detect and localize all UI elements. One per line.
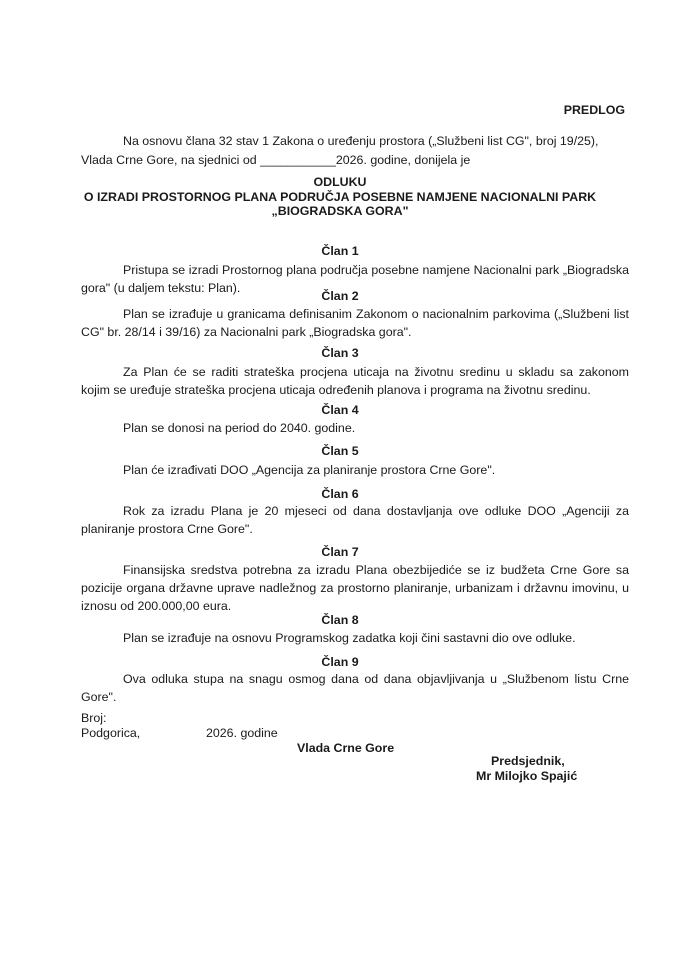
article-5-heading: Član 5	[321, 444, 359, 458]
signatory-role: Predsjednik,	[491, 754, 565, 768]
article-2-heading: Član 2	[321, 289, 359, 303]
article-4-text: Plan se donosi na period do 2040. godine.	[123, 421, 356, 435]
reference-number-label: Broj:	[81, 711, 107, 725]
title-line-3: „BIOGRADSKA GORA"	[271, 204, 409, 218]
article-8-heading: Član 8	[321, 613, 359, 627]
article-2-text: Plan se izrađuje u granicama definisanim Zakonom o nacionalnim parkovima („Službeni list CG" br. 28/14 i 39/16) za Nacionalni park „Biogradska gora".	[81, 307, 629, 339]
article-1-heading: Član 1	[321, 244, 359, 258]
article-6-text: Rok za izradu Plana je 20 mjeseci od dana dostavljanja ove odluke DOO „Agenciji za planiranje prostora Crne Gore".	[81, 504, 629, 536]
preamble-line-1: Na osnovu člana 32 stav 1 Zakona o uređenju prostora („Službeni list CG", broj 19/25),	[123, 134, 599, 148]
article-8-text: Plan se izrađuje na osnovu Programskog zadatka koji čini sastavni dio ove odluke.	[123, 631, 576, 645]
article-3-text: Za Plan će se raditi strateška procjena uticaja na životnu sredinu u skladu sa zakonom kojim se uređuje strateška procjena uticaja određenih planova i programa na životnu sredinu.	[81, 365, 629, 397]
decision-title	[60, 175, 620, 219]
title-line-2: O IZRADI PROSTORNOG PLANA PODRUČJA POSEBNE NAMJENE NACIONALNI PARK	[83, 189, 597, 204]
title-line-1: ODLUKU	[313, 175, 367, 189]
place-label: Podgorica,	[81, 726, 141, 740]
article-6-heading: Član 6	[321, 487, 359, 501]
article-1-text: Pristupa se izradi Prostornog plana područja posebne namjene Nacionalni park „Biogradska gora" (u daljem tekstu: Plan).	[81, 263, 629, 295]
issuer-name: Vlada Crne Gore	[297, 741, 395, 755]
article-7-text: Finansijska sredstva potrebna za izradu Plana obezbijediće se iz budžeta Crne Gore sa pozicije organa državne uprave nadležnog za prostorno planiranje, urbanizam i državnu imovinu, u iznosu od 200.000,00 eura.	[81, 563, 629, 613]
article-7-heading: Član 7	[321, 545, 359, 559]
date-label: 2026. godine	[206, 726, 278, 740]
draft-label: PREDLOG	[563, 103, 625, 117]
article-4-heading: Član 4	[321, 403, 359, 417]
preamble	[81, 132, 629, 170]
article-9-text: Ova odluka stupa na snagu osmog dana od dana objavljivanja u „Službenom listu Crne Gore".	[81, 672, 629, 704]
article-5-text: Plan će izrađivati DOO „Agencija za planiranje prostora Crne Gore".	[123, 463, 496, 477]
article-9-heading: Član 9	[321, 655, 359, 669]
article-3-heading: Član 3	[321, 346, 359, 360]
signatory-name: Mr Milojko Spajić	[476, 769, 578, 783]
preamble-line-2: Vlada Crne Gore, na sjednici od ___________2026. godine, donijela je	[81, 153, 471, 167]
